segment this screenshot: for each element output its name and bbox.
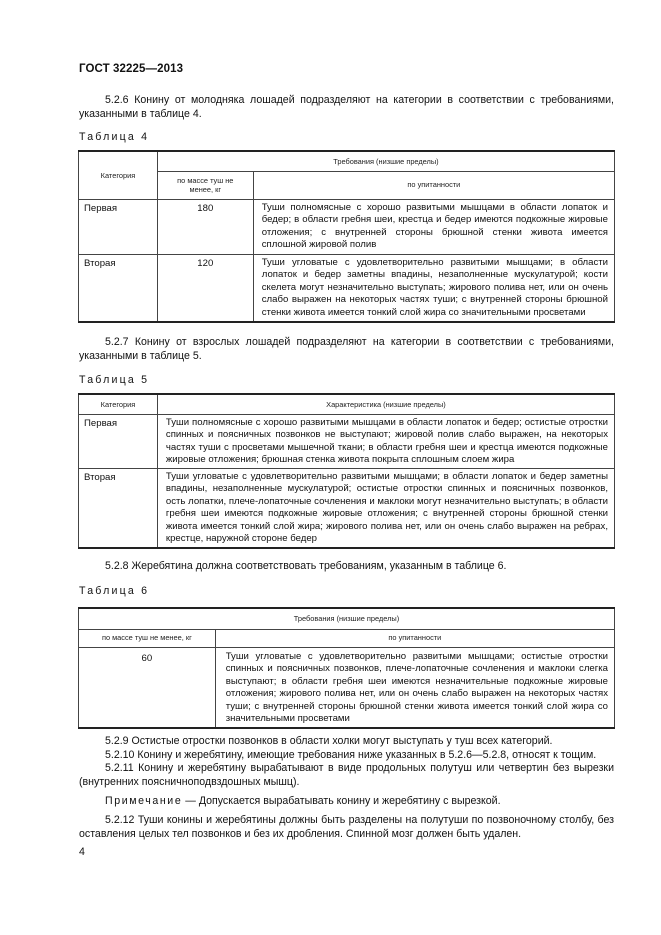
document-header: ГОСТ 32225—2013 (79, 63, 184, 75)
paragraph-5-2-9: 5.2.9 Остистые отростки позвонков в области холки могут выступать у туш всех категорий. (105, 735, 553, 747)
page-number: 4 (79, 846, 85, 858)
table-4 (78, 150, 615, 323)
table-4-header-fatness: по упитанности (253, 171, 614, 199)
table-6-mass: 60 (79, 647, 216, 728)
paragraph-5-2-8: 5.2.8 Жеребятина должна соответствовать требованиям, указанным в таблице 6. (105, 560, 507, 572)
note-label: Примечание (105, 795, 183, 807)
paragraph-5-2-6: 5.2.6 Конину от молодняка лошадей подразделяют на категории в соответствии с требованиями, указанными в таблице 4. (79, 94, 614, 120)
table-4-mass: 120 (157, 254, 253, 322)
table-row (79, 468, 615, 548)
table-5-header-characteristic: Характеристика (низшие пределы) (157, 394, 614, 414)
table-6 (78, 607, 615, 729)
paragraph-5-2-11: 5.2.11 Конину и жеребятину вырабатывают в виде продольных полутуш или четвертин без вырезки (внутренних поясничноподвздошных мышц). (79, 762, 614, 788)
table-5-caption: Таблица 5 (79, 374, 150, 386)
table-4-category: Первая (79, 199, 158, 254)
table-4-fatness: Туши угловатые с удовлетворительно развитыми мышцами; в области лопаток и бедер заметны впадины, незаполненные мускулатурой; кости скелета могут незначительно выступать; жирового полива нет, или он очень слабо выражен на некоторых частях туши; с внутренней стороны брюшной стенки живота имеется тонкий слой жира со значительными просветами (253, 254, 614, 322)
table-row (79, 647, 615, 728)
paragraph-5-2-7: 5.2.7 Конину от взрослых лошадей подразделяют на категории в соответствии с требованиями, указанными в таблице 5. (79, 336, 614, 362)
table-4-caption: Таблица 4 (79, 131, 150, 143)
paragraph-5-2-10: 5.2.10 Конину и жеребятину, имеющие требования ниже указанных в 5.2.6—5.2.8, относят к тощим. (105, 749, 597, 761)
note (105, 795, 614, 809)
table-row (79, 414, 615, 468)
table-5-header-category: Категория (79, 394, 158, 414)
table-5 (78, 393, 615, 549)
table-6-caption: Таблица 6 (79, 585, 150, 597)
note-text: — Допускается вырабатывать конину и жеребятину с вырезкой. (185, 795, 501, 807)
table-4-header-mass: по массе туш не менее, кг (157, 171, 253, 199)
table-5-category: Вторая (79, 468, 158, 548)
table-6-fatness: Туши угловатые с удовлетворительно развитыми мышцами; остистые отростки спинных и поясничных позвонков, плече-лопаточные сочленения и маклоки слегка выступают; в области гребня шеи имеются незначительные подкожные жировые отложения; жирового полива нет, или он очень слабо выражен на некоторых частях туши; с внутренней стороны брюшной стенки живота имеется тонкий слой жира со значительными просветами (215, 647, 614, 728)
table-4-mass: 180 (157, 199, 253, 254)
table-4-header-requirements: Требования (низшие пределы) (157, 151, 614, 171)
table-4-header-category: Категория (79, 151, 158, 199)
table-4-fatness: Туши полномясные с хорошо развитыми мышцами в области лопаток и бедер; в области гребня шеи, крестца и бедер имеются подкожные жировые отложения; с внутренней стороны брюшной стенки живота имеется сплошной жировой полив (253, 199, 614, 254)
table-5-characteristic: Туши полномясные с хорошо развитыми мышцами в области лопаток и бедер; остистые отростки спинных и поясничных позвонков не выступают; жировой полив слабо выражен, на некоторых частях туши с просветами мышечной ткани; в области гребня шеи и крестца имеются подкожные жировые отложения; брюшная стенка живота покрыта сплошным слоем жира (157, 414, 614, 468)
table-5-category: Первая (79, 414, 158, 468)
table-6-header-mass: по массе туш не менее, кг (79, 629, 216, 647)
table-5-characteristic: Туши угловатые с удовлетворительно развитыми мышцами; в области лопаток и бедер заметны впадины, незаполненные мускулатурой; остистые отростки спинных и поясничных позвонков, ость лопатки, плече-лопаточные сочленения и маклоки могут незначительно выступать; в области гребня шеи имеются подкожные жировые отложения; с внутренней стороны брюшной стенки живота имеется тонкий слой жира; жирового полива нет, или он очень слабо выражен на ребрах, крестце, наружной стороне бедер (157, 468, 614, 548)
table-6-header-fatness: по упитанности (215, 629, 614, 647)
table-row (79, 199, 615, 254)
table-4-category: Вторая (79, 254, 158, 322)
table-row (79, 254, 615, 322)
table-6-header-requirements: Требования (низшие пределы) (79, 608, 615, 629)
paragraph-5-2-12: 5.2.12 Туши конины и жеребятины должны быть разделены на полутуши по позвоночному столбу, без оставления целых тел позвонков и без их дробления. Спинной мозг должен быть удален. (79, 814, 614, 840)
